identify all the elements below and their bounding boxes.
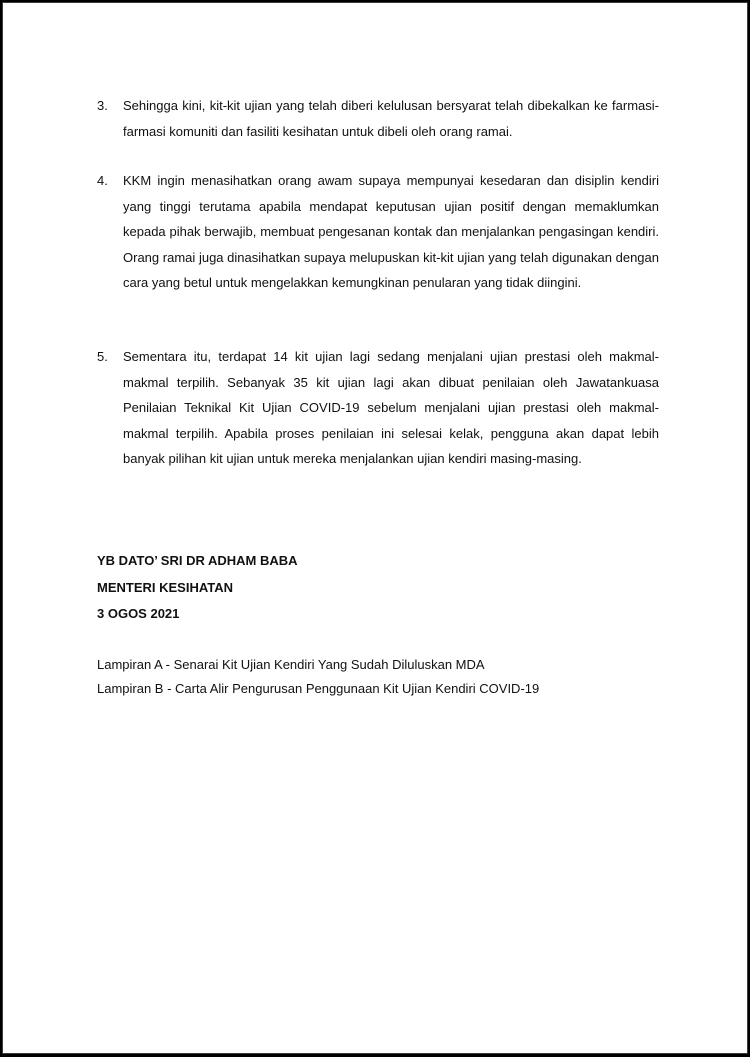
attachment-a: Lampiran A - Senarai Kit Ujian Kendiri Yang Sudah Diluluskan MDA	[97, 657, 485, 672]
document-page	[2, 2, 748, 1054]
paragraph-text: Sementara itu, terdapat 14 kit ujian lagi sedang menjalani ujian prestasi oleh makmal-makmal terpilih. Sebanyak 35 kit ujian lagi akan dibuat penilaian oleh Jawatankuasa Penilaian Teknikal Kit Ujian COVID-19 sebelum menjalani ujian prestasi oleh makmal-makmal terpilih. Apabila proses penilaian ini selesai kelak, pengguna akan dapat lebih banyak pilihan kit ujian untuk mereka menjalankan ujian kendiri masing-masing.	[123, 349, 659, 467]
paragraph-number: 3.	[97, 98, 108, 113]
paragraph-text: KKM ingin menasihatkan orang awam supaya mempunyai kesedaran dan disiplin kendiri yang tinggi terutama apabila mendapat keputusan ujian positif dengan memaklumkan kepada pihak berwajib, membuat pengesanan kontak dan menjalankan pengasingan kendiri. Orang ramai juga dinasihatkan supaya melupuskan kit-kit ujian yang telah digunakan dengan cara yang betul untuk mengelakkan kemungkinan penularan yang tidak diingini.	[123, 173, 659, 291]
paragraph-number: 4.	[97, 173, 108, 188]
paragraph-4	[97, 168, 659, 296]
paragraph-3	[97, 93, 659, 144]
paragraph-text: Sehingga kini, kit-kit ujian yang telah diberi kelulusan bersyarat telah dibekalkan ke farmasi-farmasi komuniti dan fasiliti kesihatan untuk dibeli oleh orang ramai.	[123, 98, 659, 139]
attachment-b: Lampiran B - Carta Alir Pengurusan Penggunaan Kit Ujian Kendiri COVID-19	[97, 681, 540, 696]
paragraph-number: 5.	[97, 349, 108, 364]
document-date: 3 OGOS 2021	[97, 606, 180, 621]
signatory-name: YB DATO’ SRI DR ADHAM BABA	[97, 553, 298, 568]
signatory-title: MENTERI KESIHATAN	[97, 580, 234, 595]
paragraph-5	[97, 344, 659, 472]
